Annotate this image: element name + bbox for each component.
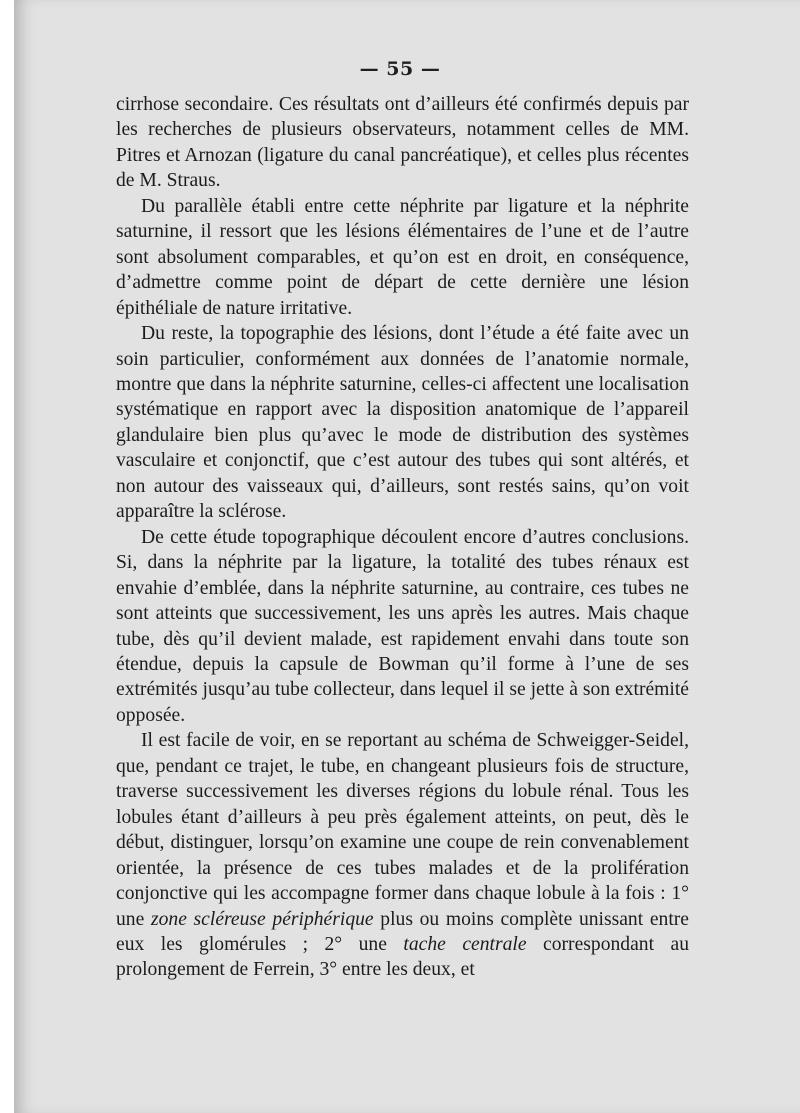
paragraph-5-italic-2: tache centrale xyxy=(403,933,527,955)
paragraph-2: Du parallèle établi entre cette néphrite par ligature et la néphrite saturnine, il ressort que les lésions élémentaires de l’une et de l’autre sont absolument comparables, et qu’on est en droit, en conséquence, d’admettre comme point de départ de cette dernière une lésion épithéliale de nature irritative. xyxy=(116,195,689,319)
paragraph-5-text-b: plus ou moins complète unissant entre eux les glomérules ; 2° une xyxy=(116,908,689,955)
paragraph-1: cirrhose secondaire. Ces résultats ont d’ailleurs été confirmés depuis par les recherches de plusieurs observateurs, notamment celles de MM. Pitres et Arnozan (ligature du canal pancréatique), et celles plus récentes de M. Straus. xyxy=(116,94,689,192)
body-text xyxy=(116,92,689,983)
paragraph-5 xyxy=(116,728,689,983)
paragraph-4: De cette étude topographique découlent encore d’autres conclusions. Si, dans la néphrite par la ligature, la totalité des tubes rénaux est envahie d’emblée, dans la néphrite saturnine, au contraire, ces tubes ne sont atteints que successivement, les uns après les autres. Mais chaque tube, dès qu’il devient malade, est rapidement envahi dans toute son étendue, depuis la capsule de Bowman qu’il forme à l’une de ses extrémités jusqu’au tube collecteur, dans lequel il se jette à son extrémité opposée. xyxy=(116,526,689,726)
page-number: — 55 — xyxy=(359,58,441,80)
paragraph-5-text-a: Il est facile de voir, en se reportant au schéma de Schweigger-Seidel, que, pendant ce trajet, le tube, en changeant plusieurs fois de structure, traverse successivement les diverses régions du lobule rénal. Tous les lobules étant d’ailleurs à peu près également atteints, on peut, dès le début, distinguer, lorsqu’on examine une coupe de rein convenablement orientée, la présence de ces tubes malades et de la prolifération conjonctive qui les accompagne former dans chaque lobule à la fois : 1° une xyxy=(116,730,689,930)
paragraph-5-italic-1: zone scléreuse périphérique xyxy=(150,908,374,930)
paragraph-3: Du reste, la topographie des lésions, dont l’étude a été faite avec un soin particulier, conformément aux données de l’anatomie normale, montre que dans la néphrite saturnine, celles-ci affectent une localisation systématique en rapport avec la disposition anatomique de l’appareil glandulaire bien plus qu’avec le mode de distribution des systèmes vasculaire et conjonctif, que c’est autour des tubes qui sont altérés, et non autour des vaisseaux qui, d’ailleurs, sont restés sains, qu’on voit apparaître la sclérose. xyxy=(116,323,689,523)
paragraph-5-text-c: correspondant au prolongement de Ferrein, 3° entre les deux, et xyxy=(116,933,690,981)
